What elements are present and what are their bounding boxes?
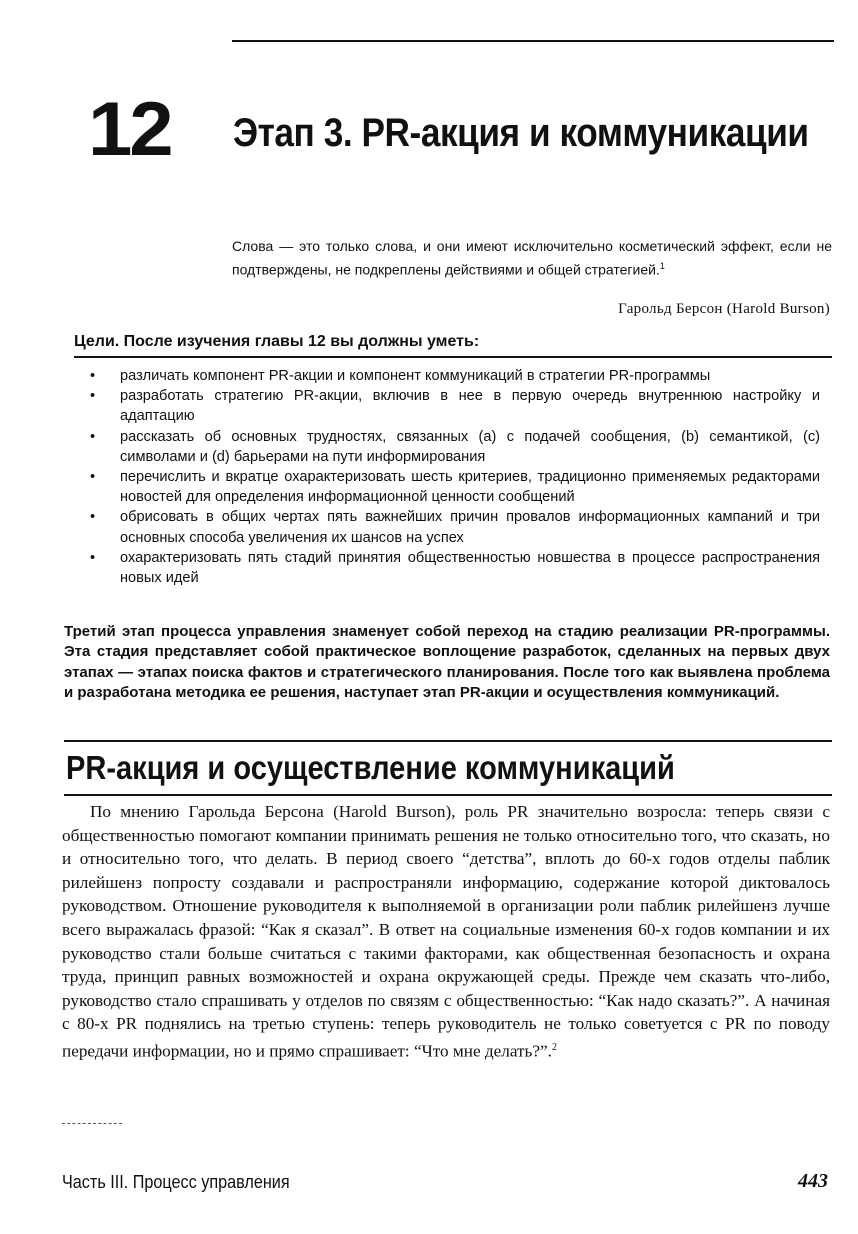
- bullet-icon: •: [90, 368, 96, 384]
- bullet-icon: •: [90, 388, 96, 405]
- list-item: [86, 386, 820, 426]
- footnote-mark: 2: [551, 1041, 557, 1053]
- goals-rule: [74, 356, 832, 358]
- chapter-title: Этап 3. PR-акция и коммуникации: [233, 111, 809, 155]
- goal-text: рассказать об основных трудностях, связанных (а) с подачей сообщения, (b) семантикой, (с) символами и (d) барьерами на пути информирования: [120, 428, 820, 465]
- body-text: По мнению Гарольда Берсона (Harold Burson), роль PR значительно возросла: теперь связи с общественностью помогают компании принимать решения не только относительно того, что сказать, но и относительно того, что делать. В период своего “детства”, вплоть до 60-х годов отделы паблик рилейшенз попросту создавали и распространяли информацию, содержание которой диктовалось руководством. Отношение руководителя к выполняемой в организации роли паблик рилейшенз лучше всего выражалась фразой: “Как я сказал”. В ответ на социальные изменения 60-х годов компании и их руководство стали больше считаться с такими факторами, как общественная безопасность и охрана труда, принцип равных возможностей и охрана окружающей среды. Прежде чем сказать что-либо, руководство стало спрашивать у отделов по связям с общественностью: “Как надо сказать?”. А начиная с 80-х PR поднялись на третью ступень: теперь руководитель не только советуется с PR по поводу передачи информации, но и прямо спрашивает: “Что мне делать?”.: [62, 802, 830, 1061]
- chapter-number: 12: [88, 87, 171, 172]
- epigraph: [232, 236, 832, 280]
- top-rule: [232, 40, 834, 42]
- goal-text: охарактеризовать пять стадий принятия общественностью новшества в процессе распространения новых идей: [120, 549, 820, 587]
- list-item: [86, 548, 820, 588]
- list-item: [86, 366, 820, 386]
- footnote-separator: [62, 1123, 122, 1124]
- body-paragraph: [62, 800, 830, 1063]
- section-rule-bottom: [64, 794, 832, 796]
- goals-list: [86, 366, 820, 588]
- intro-paragraph: Третий этап процесса управления знаменует собой переход на стадию реализации PR-программы. Эта стадия представляет собой практическое воплощение разработок, сделанных на первых двух этапах — этапах поиска фактов и стратегического планирования. После того как выявлена проблема и разработана методика ее решения, наступает этап PR-акции и осуществления коммуникаций.: [64, 623, 830, 701]
- list-item: [86, 467, 820, 507]
- bullet-icon: •: [90, 509, 96, 526]
- bullet-icon: •: [90, 549, 96, 566]
- list-item: [86, 427, 820, 467]
- section-rule-top: [64, 740, 832, 742]
- goals-heading: Цели. После изучения главы 12 вы должны уметь:: [74, 333, 480, 350]
- epigraph-text: Слова — это только слова, и они имеют исключительно косметический эффект, если не подтверждены, не подкреплены действиями и общей стратегией.: [232, 238, 832, 278]
- goal-text: различать компонент PR-акции и компонент коммуникаций в стратегии PR-программы: [120, 368, 711, 384]
- list-item: [86, 507, 820, 547]
- goal-text: разработать стратегию PR-акции, включив в нее в первую очередь внутреннюю настройку и адаптацию: [120, 388, 820, 425]
- footnote-mark: 1: [659, 261, 665, 271]
- epigraph-author: Гарольд Берсон (Harold Burson): [618, 301, 830, 317]
- goal-text: перечислить и вкратце охарактеризовать шесть критериев, традиционно применяемых редакторами новостей для определения информационной ценности сообщений: [120, 469, 820, 506]
- bullet-icon: •: [90, 469, 96, 486]
- bullet-icon: •: [90, 428, 96, 445]
- page-number: 443: [798, 1170, 828, 1192]
- footer-part: Часть III. Процесс управления: [62, 1172, 290, 1192]
- goal-text: обрисовать в общих чертах пять важнейших причин провалов информационных кампаний и три основных способа увеличения их шансов на успех: [120, 509, 820, 546]
- section-title: PR-акция и осуществление коммуникаций: [66, 749, 675, 786]
